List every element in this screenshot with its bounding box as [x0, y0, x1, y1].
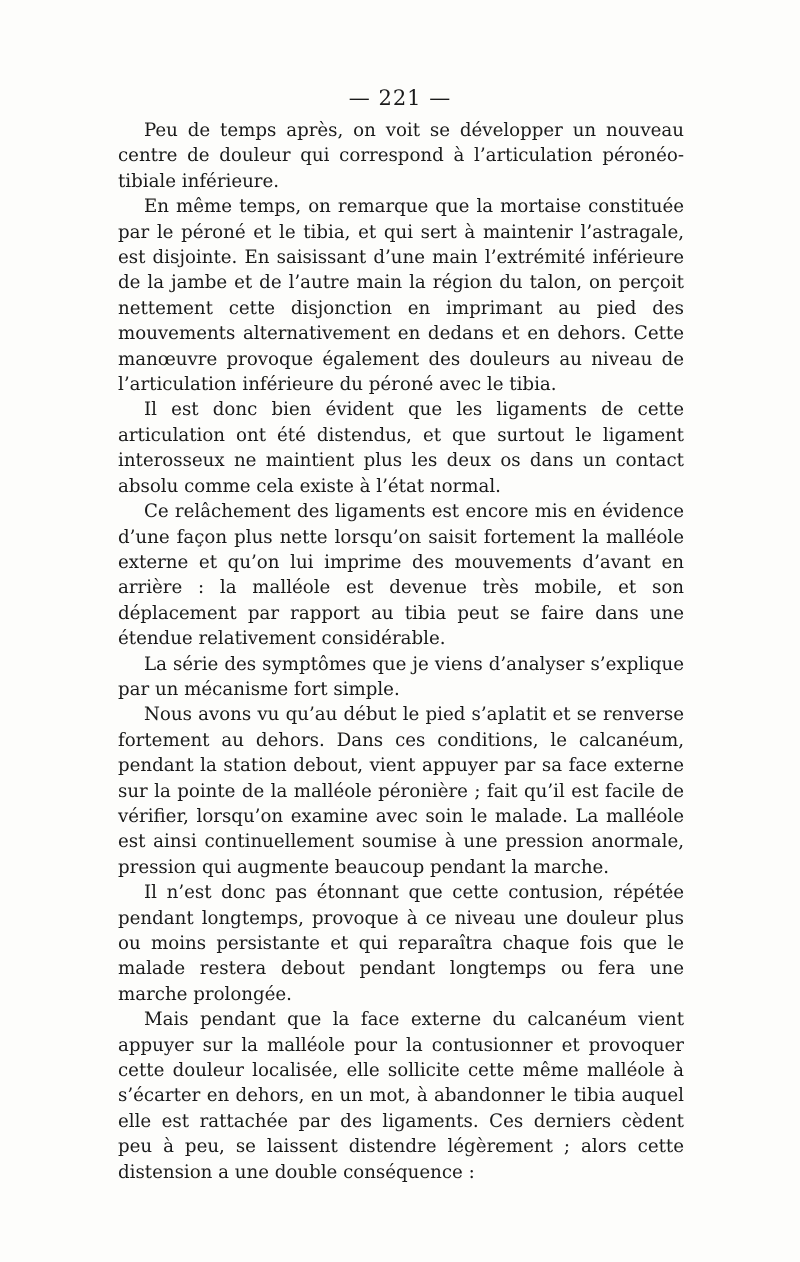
paragraph-5: La série des symptômes que je viens d’analyser s’explique par un mécanisme fort simple.	[118, 653, 684, 700]
paragraph-3: Il est donc bien évident que les ligaments de cette articulation ont été distendus, et que surtout le ligament interosseux ne maintient plus les deux os dans un contact absolu comme cela existe à l’état normal.	[118, 399, 684, 497]
body-text	[118, 118, 684, 1185]
paragraph-1: Peu de temps après, on voit se développer un nouveau centre de douleur qui correspond à l’articulation péronéo-tibiale inférieure.	[118, 120, 684, 192]
paragraph-6: Nous avons vu qu’au début le pied s’aplatit et se renverse fortement au dehors. Dans ces conditions, le calcanéum, pendant la station debout, vient appuyer par sa face externe sur la pointe de la malléole péronière ; fait qu’il est facile de vérifier, lorsqu’on examine avec soin le malade. La malléole est ainsi continuellement soumise à une pression anormale, pression qui augmente beaucoup pendant la marche.	[118, 704, 684, 878]
paragraph-7: Il n’est donc pas étonnant que cette contusion, répétée pendant longtemps, provoque à ce niveau une douleur plus ou moins persistante et qui reparaîtra chaque fois que le malade restera debout pendant longtemps ou fera une marche prolongée.	[118, 882, 684, 1005]
paragraph-2: En même temps, on remarque que la mortaise constituée par le péroné et le tibia, et qui sert à maintenir l’astragale, est disjointe. En saisissant d’une main l’extrémité inférieure de la jambe et de l’autre main la région du talon, on perçoit nettement cette disjonction en imprimant au pied des mouvements alternativement en dedans et en dehors. Cette manœuvre provoque également des douleurs au niveau de l’articulation inférieure du péroné avec le tibia.	[118, 196, 684, 396]
paragraph-4: Ce relâchement des ligaments est encore mis en évidence d’une façon plus nette lorsqu’on saisit fortement la malléole externe et qu’on lui imprime des mouvements d’avant en arrière : la malléole est devenue très mobile, et son déplacement par rapport au tibia peut se faire dans une étendue relativement considérable.	[118, 501, 684, 650]
page-number: — 221 —	[348, 86, 452, 110]
paragraph-8: Mais pendant que la face externe du calcanéum vient appuyer sur la malléole pour la contusionner et provoquer cette douleur localisée, elle sollicite cette même malléole à s’écarter en dehors, en un mot, à abandonner le tibia auquel elle est rattachée par des ligaments. Ces derniers cèdent peu à peu, se laissent distendre légèrement ; alors cette distension a une double conséquence :	[118, 1009, 684, 1183]
